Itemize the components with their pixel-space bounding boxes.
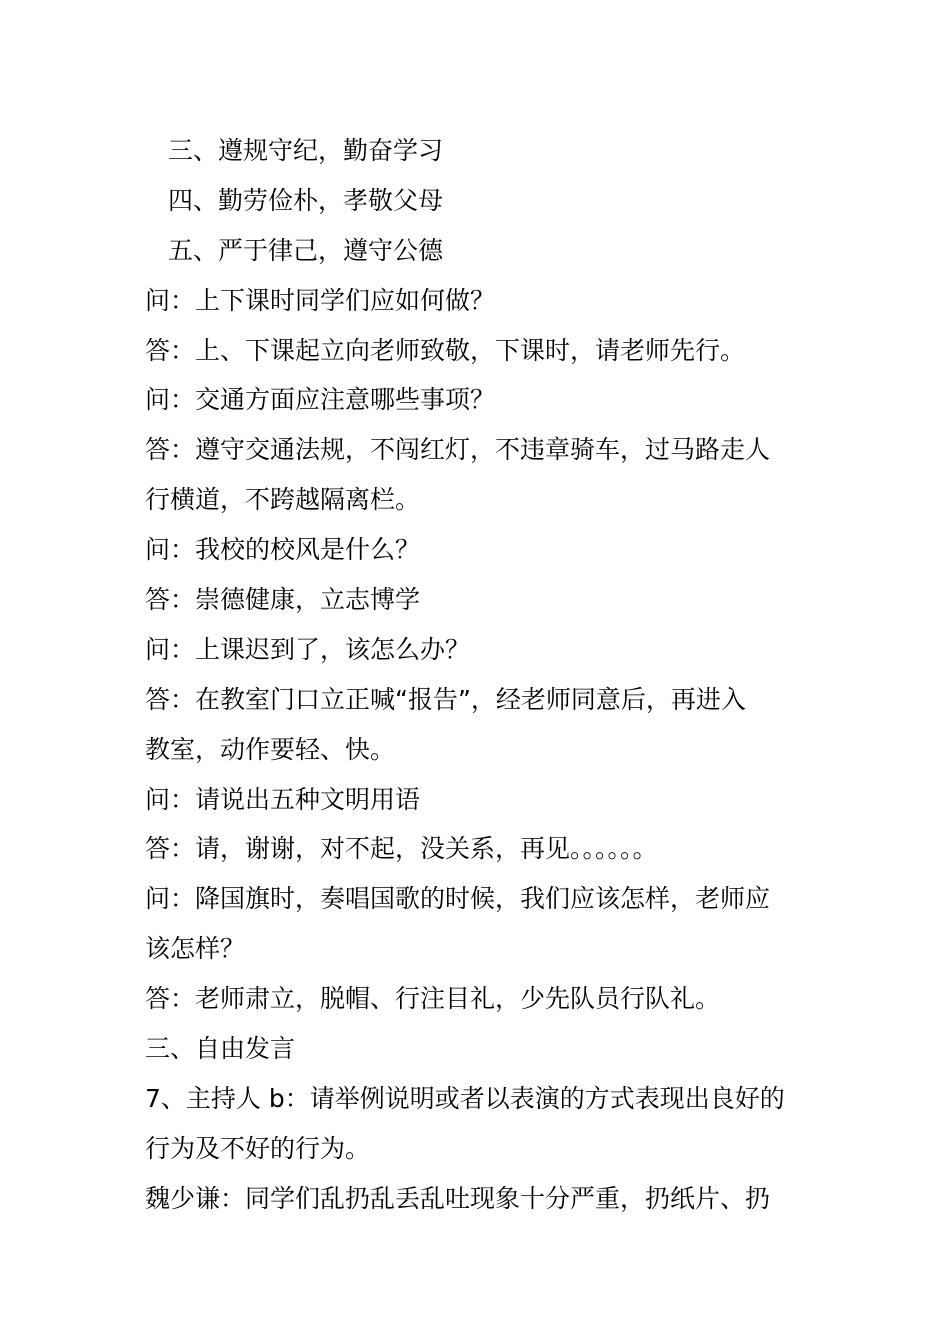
question-line: 问：交通方面应注意哪些事项？ <box>145 385 496 415</box>
text-line: 四、勤劳俭朴，孝敬父母 <box>168 185 444 215</box>
answer-line: 答：遵守交通法规，不闯红灯，不违章骑车，过马路走人 <box>145 435 771 465</box>
question-line: 问：上下课时同学们应如何做？ <box>145 285 496 315</box>
section-heading: 三、自由发言 <box>145 1034 296 1064</box>
question-line: 问：请说出五种文明用语 <box>145 784 421 814</box>
question-line: 问：降国旗时，奏唱国歌的时候，我们应该怎样，老师应 <box>145 884 771 914</box>
answer-line: 答：在教室门口立正喊“报告”，经老师同意后，再进入 <box>145 684 746 714</box>
paragraph-line-continued: 行为及不好的行为。 <box>145 1133 371 1163</box>
answer-line: 答：上、下课起立向老师致敬，下课时，请老师先行。 <box>145 335 746 365</box>
question-line: 问：我校的校风是什么？ <box>145 535 421 565</box>
paragraph-line: 魏少谦：同学们乱扔乱丢乱吐现象十分严重，扔纸片、扔 <box>145 1183 771 1213</box>
question-line-continued: 该怎样？ <box>145 934 246 964</box>
answer-line: 答：请，谢谢，对不起，没关系，再见。。。。。。 <box>145 834 658 864</box>
paragraph-line: 7、主持人 b：请举例说明或者以表演的方式表现出良好的 <box>145 1083 785 1113</box>
question-line: 问：上课迟到了，该怎么办？ <box>145 634 471 664</box>
text-line: 三、遵规守纪，勤奋学习 <box>168 136 444 165</box>
answer-line: 答：崇德健康，立志博学 <box>145 585 421 615</box>
document-body <box>145 126 810 1224</box>
text-line: 五、严于律己，遵守公德 <box>168 235 444 265</box>
answer-line-continued: 教室，动作要轻、快。 <box>145 734 396 764</box>
answer-line-continued: 行横道，不跨越隔离栏。 <box>145 485 421 515</box>
answer-line: 答：老师肃立，脱帽、行注目礼，少先队员行队礼。 <box>145 984 721 1014</box>
